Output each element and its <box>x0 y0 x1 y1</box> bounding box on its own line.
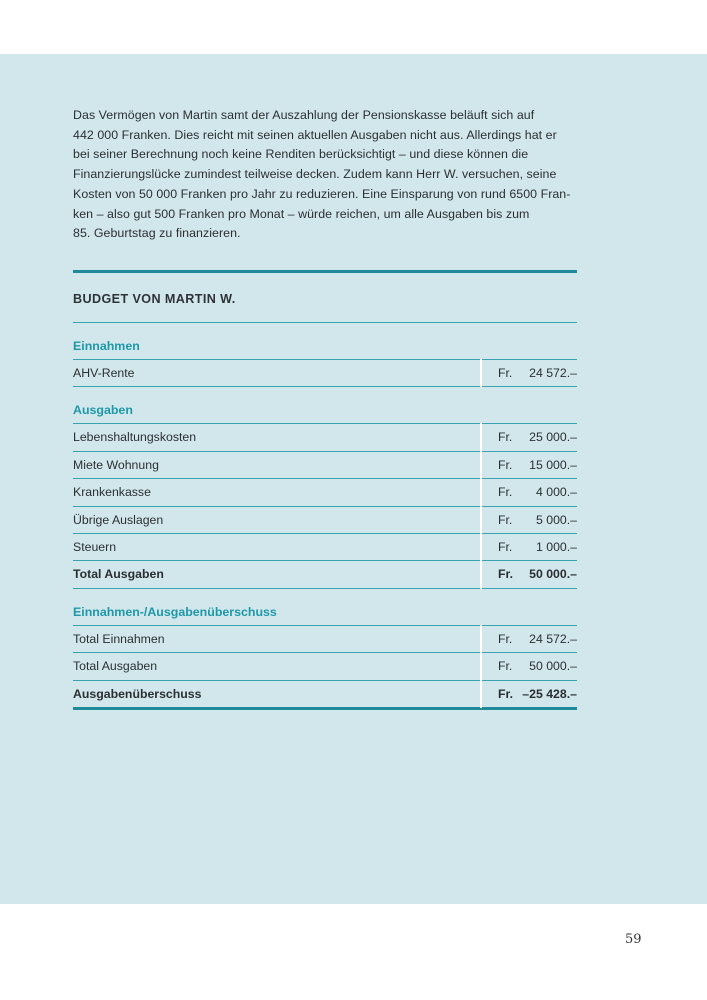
row-label: Steuern <box>73 539 117 554</box>
column-divider <box>480 533 482 561</box>
intro-line: Das Vermögen von Martin samt der Auszahlung der Pensionskasse beläuft sich auf <box>73 108 535 122</box>
intro-line: 442 000 Franken. Dies reicht mit seinen aktuellen Ausgaben nicht aus. Allerdings hat er <box>73 127 557 142</box>
row-amount: 24 572.– <box>529 366 577 380</box>
row-amount: 4 000.– <box>535 485 577 500</box>
row-amount: 1 000.– <box>535 539 577 554</box>
table-row <box>73 479 577 506</box>
column-divider <box>480 625 482 653</box>
row-label: Krankenkasse <box>73 485 151 500</box>
intro-line: bei seiner Berechnung noch keine Renditen berücksichtigt – und diese können die <box>73 147 529 162</box>
intro-line: Finanzierungslücke zumindest teilweise decken. Zudem kann Herr W. versuchen, seine <box>73 167 557 182</box>
section-heading-einnahmen: Einnahmen <box>73 323 577 360</box>
row-label: Lebenshaltungskosten <box>73 430 197 445</box>
table-row <box>73 653 577 680</box>
table-row <box>73 424 577 451</box>
row-label: Ausgabenüberschuss <box>73 686 202 701</box>
column-divider <box>480 423 482 451</box>
row-label: Übrige Auslagen <box>73 512 164 527</box>
row-amount: 25 000.– <box>529 430 577 445</box>
column-divider <box>480 560 482 588</box>
budget-title: BUDGET VON MARTIN W. <box>73 273 577 323</box>
row-label: Miete Wohnung <box>73 457 159 472</box>
table-row <box>73 452 577 479</box>
intro-line: 85. Geburtstag zu finanzieren. <box>73 226 241 241</box>
budget-table <box>73 270 577 710</box>
currency-label: Fr. <box>498 485 513 500</box>
table-row-total <box>73 561 577 588</box>
row-amount: –25 428.– <box>522 686 577 701</box>
currency-label: Fr. <box>498 567 514 582</box>
currency-label: Fr. <box>498 457 513 472</box>
intro-line: ken – also gut 500 Franken pro Monat – würde reichen, um alle Ausgaben bis zum <box>73 206 530 221</box>
currency-label: Fr. <box>498 686 514 701</box>
currency-label: Fr. <box>498 631 513 646</box>
column-divider <box>480 506 482 534</box>
intro-paragraph <box>73 106 583 244</box>
column-divider <box>480 652 482 680</box>
row-amount: 50 000.– <box>529 659 577 674</box>
currency-label: Fr. <box>498 430 513 445</box>
section-heading-ausgaben: Ausgaben <box>73 387 577 424</box>
column-divider <box>480 680 482 708</box>
row-label: AHV-Rente <box>73 366 135 380</box>
table-row <box>73 534 577 561</box>
currency-label: Fr. <box>498 539 513 554</box>
section-heading-ueberschuss: Einnahmen-/Ausgabenüberschuss <box>73 589 577 626</box>
column-divider <box>480 478 482 506</box>
currency-label: Fr. <box>498 366 513 380</box>
table-row <box>73 507 577 534</box>
table-row <box>73 626 577 653</box>
column-divider <box>480 451 482 479</box>
row-label: Total Ausgaben <box>73 567 164 582</box>
column-divider <box>480 359 482 387</box>
intro-line: Kosten von 50 000 Franken pro Jahr zu reduzieren. Eine Einsparung von rund 6500 Fran- <box>73 186 571 201</box>
table-row <box>73 360 577 387</box>
currency-label: Fr. <box>498 512 513 527</box>
row-amount: 24 572.– <box>529 631 577 646</box>
row-label: Total Einnahmen <box>73 631 165 646</box>
row-amount: 5 000.– <box>535 512 577 527</box>
row-amount: 15 000.– <box>529 457 577 472</box>
row-label: Total Ausgaben <box>73 659 158 674</box>
row-amount: 50 000.– <box>529 567 577 582</box>
table-row-total <box>73 681 577 707</box>
currency-label: Fr. <box>498 659 513 674</box>
page-number: 59 <box>625 932 642 947</box>
